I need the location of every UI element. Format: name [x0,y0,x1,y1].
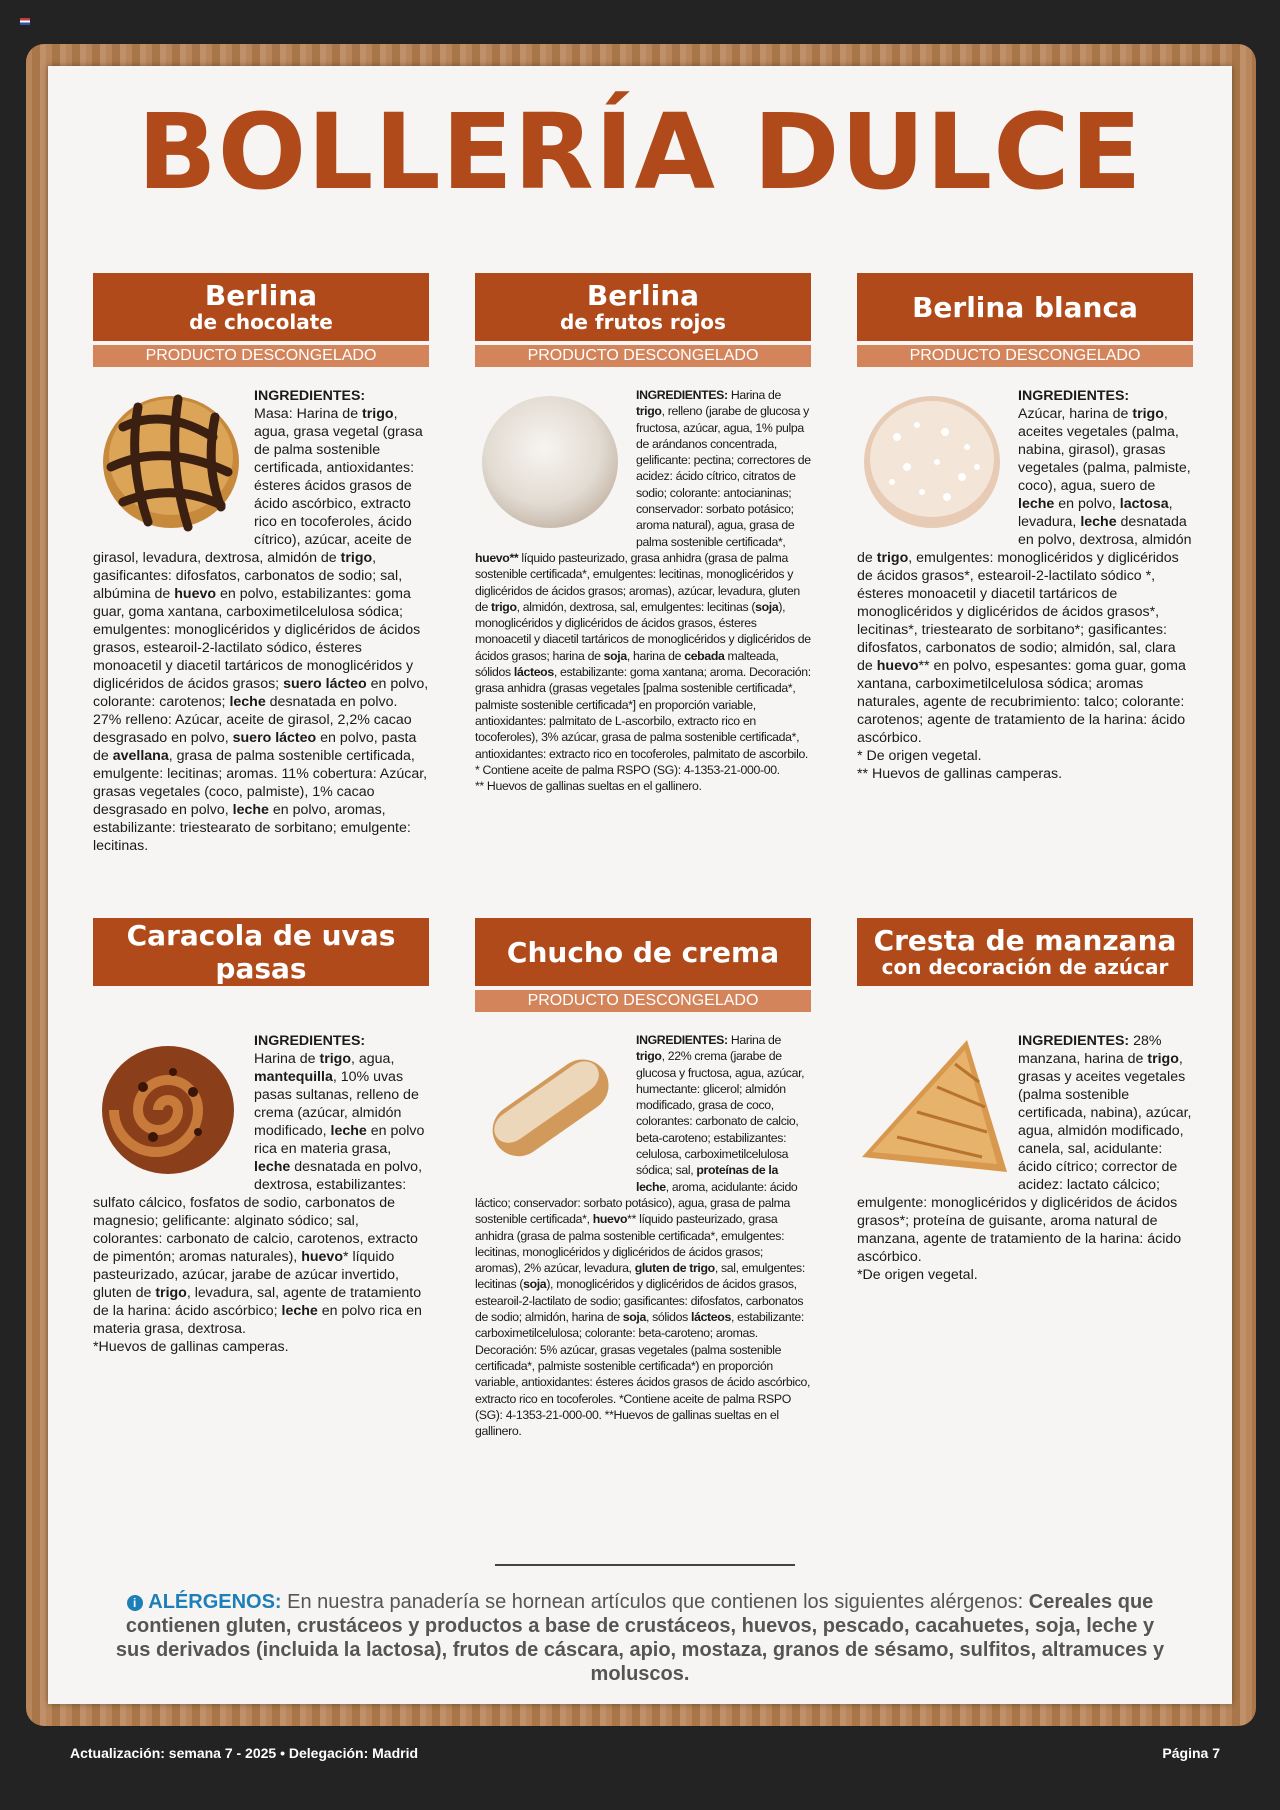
product-title [93,273,429,341]
page-number: Página 7 [1162,1745,1220,1761]
product-title [857,918,1193,986]
allergen-intro: En nuestra panadería se hornean artículos que contienen los siguientes alérgenos: [287,1591,1024,1613]
cream-chucho-photo [475,1032,630,1182]
product-card-cresta-manzana [857,918,1193,1284]
product-title [93,918,429,986]
product-card-berlina-blanca [857,273,1193,783]
divider [495,1564,795,1566]
product-card-berlina-frutos-rojos [475,273,811,794]
product-card-chucho-crema [475,918,811,1439]
ingredients-text: INGREDIENTES: Harina de trigo, relleno (jarabe de glucosa y fructosa, azúcar, agua, 1% pulpa de arándanos concentrada, gelificante: pectina; correctores de acidez: ácido cítrico, citratos de sodio; colorante: antocianinas; conservador: sorbato potásico; aroma natural), agua, grasa de palma sostenible certificada*, huevo** líquido pasteurizado, grasa anhidra (grasa de palma sostenible certificada*, emulgentes: lecitinas, monoglicéridos y diglicéridos de ácidos grasos; aromas), azúcar, levadura, gluten de trigo, almidón, dextrosa, sal, emulgentes: lecitinas (soja), monoglicéridos y diglicéridos de ácidos grasos, ésteres monoacetil y diacetil tartáricos de monoglicéridos y diglicéridos de ácidos grasos; harina de soja, harina de cebada malteada, sólidos lácteos, estabilizante: goma xantana; aroma. Decoración: grasa anhidra (grasas vegetales [palma sostenible certificada*, palmiste sostenible certificada*] en proporción variable, antioxidantes: palmitato de L-ascorbilo, extracto rico en tocoferoles), 3% azúcar, grasa de palma sostenible certificada*, antioxidantes: extracto rico en tocoferoles, palmitato de ascorbilo. * Contiene aceite de palma RSPO (SG): 4-1353-21-000-00. ** Huevos de gallinas sueltas en el gallinero. [475,388,811,794]
product-badge: PRODUCTO DESCONGELADO [475,345,811,367]
ingredients-text: INGREDIENTES: Masa: Harina de trigo, agua, grasa vegetal (grasa de palma sostenible certificada, antioxidantes: ésteres ácidos grasos de ácido ascórbico, extracto rico en tocoferoles, ácido cítrico), azúcar, aceite de girasol, levadura, dextrosa, almidón de trigo, gasificantes: difosfatos, carbonatos de sodio; sal, albúmina de huevo en polvo, estabilizantes: goma guar, goma xantana, carboximetilcelulosa sódica; emulgentes: monoglicéridos y diglicéridos de ácidos grasos, estearoil-2-lactilato sódico, ésteres monoacetil y diacetil tartáricos de monoglicéridos y diglicéridos de ácidos grasos; suero lácteo en polvo, colorante: carotenos; leche desnatada en polvo. 27% relleno: Azúcar, aceite de girasol, 2,2% cacao desgrasado en polvo, suero lácteo en polvo, pasta de avellana, grasa de palma sostenible certificada, emulgente: lecitinas; aromas. 11% cobertura: Azúcar, grasas vegetales (coco, palmiste), 1% cacao desgrasado en polvo, leche en polvo, aromas, estabilizante: triestearato de sorbitano; emulgente: lecitinas. [93,388,429,854]
language-flag-icon [20,18,30,25]
product-title-line2: de chocolate [189,309,333,334]
product-badge: PRODUCTO DESCONGELADO [93,345,429,367]
white-berlina-photo [857,387,1012,537]
product-badge: PRODUCTO DESCONGELADO [857,345,1193,367]
ingredients-text: INGREDIENTES: Azúcar, harina de trigo, aceites vegetales (palma, nabina, girasol), grasas vegetales (palma, palmiste, coco), agua, suero de leche en polvo, lactosa, levadura, leche desnatada en polvo, dextrosa, almidón de trigo, emulgentes: monoglicéridos y diglicéridos de ácidos grasos*, estearoil-2-lactilato sódico *, ésteres monoacetil y diacetil tartáricos de monoglicéridos y diglicéridos de ácidos grasos*, lecitinas*, triestearato de sorbitano*; gasificantes: difosfatos, carbonatos de sodio; almidón, sal, clara de huevo** en polvo, espesantes: goma guar, goma xantana, carboximetilcelulosa sódica; aromas naturales, agente de recubrimiento: talco; colorante: carotenos; agente de tratamiento de la harina: ácido ascórbico. * De origen vegetal. ** Huevos de gallinas camperas. [857,388,1192,782]
product-title-line1: Cresta de manzana [873,924,1177,958]
allergen-label: ALÉRGENOS: [148,1591,282,1613]
red-fruits-berlina-photo [475,387,630,537]
ingredients-text: INGREDIENTES: Harina de trigo, agua, mantequilla, 10% uvas pasas sultanas, relleno de crema (azúcar, almidón modificado, leche en polvo rica en materia grasa, leche desnatada en polvo, dextrosa, estabilizantes: sulfato cálcico, fosfatos de sodio, carbonatos de magnesio; gelificante: alginato sódico; sal, colorantes: carbonato de calcio, carotenos, extracto de pimentón; aromas naturales), huevo* líquido pasteurizado, azúcar, jarabe de azúcar invertido, gluten de trigo, levadura, sal, agente de tratamiento de la harina: ácido ascórbico; leche en polvo rica en materia grasa, dextrosa. *Huevos de gallinas camperas. [93,1033,425,1355]
product-title-line1: Berlina blanca [912,290,1138,324]
ingredients-text: INGREDIENTES: 28% manzana, harina de trigo, grasas y aceites vegetales (palma sostenible certificada, nabina), azúcar, agua, almidón modificado, canela, sal, acidulante: ácido cítrico; corrector de acidez: lactato cálcico; emulgente: monoglicéridos y diglicéridos de ácidos grasos*; proteína de guisante, aroma natural de manzana, agente de tratamiento de la harina: ácido ascórbico. *De origen vegetal. [857,1033,1192,1283]
product-title [475,273,811,341]
product-title-line1: Caracola de uvas pasas [126,919,396,985]
product-badge: PRODUCTO DESCONGELADO [475,990,811,1012]
apple-cresta-photo [857,1032,1012,1182]
info-icon: i [127,1595,143,1611]
footer-update-info: Actualización: semana 7 - 2025 • Delegación: Madrid [70,1745,419,1761]
allergen-notice [110,1590,1170,1686]
badge-spacer [93,990,429,1012]
allergen-list: Cereales que contienen gluten, crustáceos y productos a base de crustáceos, huevos, pescado, cacahuetes, soja, leche y sus derivados (incluida la lactosa), frutos de cáscara, apio, mostaza, granos de sésamo, sulfitos, altramuces y moluscos. [115,1591,1165,1685]
badge-spacer [857,990,1193,1012]
product-title-line1: Berlina [204,279,318,313]
product-title-line1: Chucho de crema [506,935,780,969]
product-card-berlina-chocolate [93,273,429,855]
product-title-line2: de frutos rojos [560,309,726,334]
product-title-line2: con decoración de azúcar [881,954,1169,979]
chocolate-berlina-photo [93,387,248,537]
product-title-line1: Berlina [586,279,700,313]
product-title [857,273,1193,341]
product-card-caracola-uvas-pasas [93,918,429,1356]
raisin-snail-photo [93,1032,248,1182]
page-title: BOLLERÍA DULCE [137,91,1143,213]
product-title [475,918,811,986]
ingredients-text: INGREDIENTES: Harina de trigo, 22% crema (jarabe de glucosa y fructosa, agua, azúcar, humectante: glicerol; almidón modificado, grasa de coco, colorantes: carbonato de calcio, beta-caroteno; estabilizantes: celulosa, carboximetilcelulosa sódica; sal, proteínas de la leche, aroma, acidulante: ácido láctico; conservador: sorbato potásico), agua, grasa de palma sostenible certificada*, huevo** líquido pasteurizado, grasa anhidra (grasa de palma sostenible certificada*, emulgentes: lecitinas, monoglicéridos y diglicéridos de ácidos grasos; aromas), 2% azúcar, levadura, gluten de trigo, sal, emulgentes: lecitinas (soja), monoglicéridos y diglicéridos de ácidos grasos, estearoil-2-lactilato de sodio; gasificantes: difosfatos, carbonatos de sodio; almidón, harina de soja, sólidos lácteos, estabilizante: carboximetilcelulosa; colorante: beta-caroteno; aromas. Decoración: 5% azúcar, grasas vegetales (palma sostenible certificada*, palmiste sostenible certificada*) en proporción variable, antioxidantes: ésteres ácidos grasos de ácido ascórbico, extracto rico en tocoferoles. *Contiene aceite de palma RSPO (SG): 4-1353-21-000-00. **Huevos de gallinas sueltas en el gallinero. [475,1033,811,1439]
